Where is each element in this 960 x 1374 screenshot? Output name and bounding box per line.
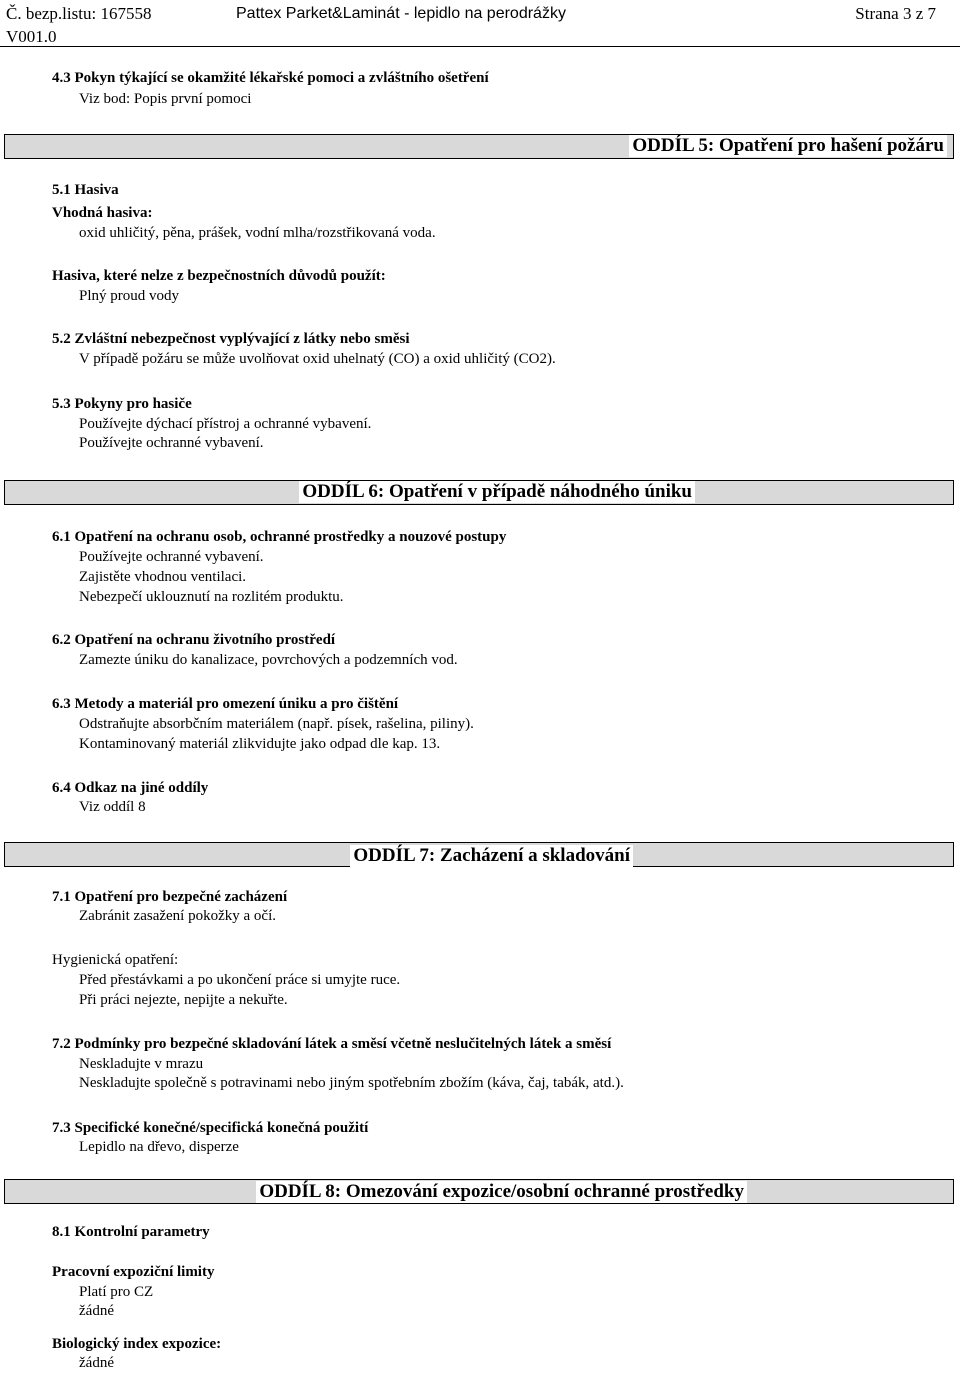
text-4-3: Viz bod: Popis první pomoci bbox=[79, 91, 252, 107]
heading-6-4: 6.4 Odkaz na jiné oddíly bbox=[52, 780, 209, 796]
text-5-3-b: Používejte ochranné vybavení. bbox=[79, 435, 264, 451]
section-5-bar bbox=[4, 134, 954, 159]
limits-label: Pracovní expoziční limity bbox=[52, 1264, 215, 1280]
text-5-3-a: Používejte dýchací přístroj a ochranné vybavení. bbox=[79, 416, 372, 432]
limits-text-a: Platí pro CZ bbox=[79, 1284, 154, 1300]
text-7-1: Zabránit zasažení pokožky a očí. bbox=[79, 908, 276, 924]
heading-6-1: 6.1 Opatření na ochranu osob, ochranné prostředky a nouzové postupy bbox=[52, 529, 507, 545]
hygiene-text-b: Při práci nejezte, nepijte a nekuřte. bbox=[79, 992, 288, 1008]
heading-7-1: 7.1 Opatření pro bezpečné zacházení bbox=[52, 889, 288, 905]
heading-7-2: 7.2 Podmínky pro bezpečné skladování látek a směsí včetně neslučitelných látek a směsí bbox=[52, 1036, 612, 1052]
hygiene-label: Hygienická opatření: bbox=[52, 952, 179, 968]
section-7-bar bbox=[4, 842, 954, 867]
heading-8-1: 8.1 Kontrolní parametry bbox=[52, 1224, 210, 1240]
text-6-1-b: Zajistěte vhodnou ventilaci. bbox=[79, 569, 247, 585]
text-7-2-a: Neskladujte v mrazu bbox=[79, 1056, 204, 1072]
limits-text-b: žádné bbox=[79, 1303, 114, 1319]
sheet-number: Č. bezp.listu: 167558 bbox=[6, 4, 152, 23]
section-6-bar bbox=[4, 480, 954, 505]
bio-label: Biologický index expozice: bbox=[52, 1336, 222, 1352]
heading-5-3: 5.3 Pokyny pro hasiče bbox=[52, 396, 192, 412]
text-6-2: Zamezte úniku do kanalizace, povrchových a podzemních vod. bbox=[79, 652, 458, 668]
suitable-text: oxid uhličitý, pěna, prášek, vodní mlha/rozstřikovaná voda. bbox=[79, 225, 436, 241]
section-8-title: ODDÍL 8: Omezování expozice/osobní ochranné prostředky bbox=[256, 1181, 747, 1203]
text-6-4: Viz oddíl 8 bbox=[79, 799, 146, 815]
section-8-bar bbox=[4, 1179, 954, 1204]
heading-6-3: 6.3 Metody a materiál pro omezení úniku a pro čištění bbox=[52, 696, 399, 712]
heading-6-2: 6.2 Opatření na ochranu životního prostředí bbox=[52, 632, 336, 648]
section-7-title: ODDÍL 7: Zacházení a skladování bbox=[350, 845, 633, 867]
text-7-2-b: Neskladujte společně s potravinami nebo jiným spotřebním zbožím (káva, čaj, tabák, atd.). bbox=[79, 1075, 624, 1091]
heading-7-3: 7.3 Specifické konečné/specifická konečná použití bbox=[52, 1120, 369, 1136]
product-name: Pattex Parket&Laminát - lepidlo na perodrážky bbox=[236, 5, 566, 22]
page-number: Strana 3 z 7 bbox=[855, 4, 936, 23]
header-divider bbox=[0, 46, 960, 47]
text-6-3-a: Odstraňujte absorbčním materiálem (např. písek, rašelina, piliny). bbox=[79, 716, 474, 732]
suitable-label: Vhodná hasiva: bbox=[52, 205, 153, 221]
heading-5-1: 5.1 Hasiva bbox=[52, 182, 119, 198]
section-6-title: ODDÍL 6: Opatření v případě náhodného úniku bbox=[299, 481, 695, 503]
heading-5-2: 5.2 Zvláštní nebezpečnost vyplývající z látky nebo směsi bbox=[52, 331, 410, 347]
text-6-1-c: Nebezpečí uklouznutí na rozlitém produktu. bbox=[79, 589, 344, 605]
text-6-1-a: Používejte ochranné vybavení. bbox=[79, 549, 264, 565]
text-7-3: Lepidlo na dřevo, disperze bbox=[79, 1139, 239, 1155]
section-5-title: ODDÍL 5: Opatření pro hašení požáru bbox=[629, 135, 947, 157]
bio-text-a: žádné bbox=[79, 1355, 114, 1371]
unsuitable-label: Hasiva, které nelze z bezpečnostních důvodů použít: bbox=[52, 268, 386, 284]
text-6-3-b: Kontaminovaný materiál zlikvidujte jako odpad dle kap. 13. bbox=[79, 736, 441, 752]
version: V001.0 bbox=[6, 27, 57, 46]
hygiene-text-a: Před přestávkami a po ukončení práce si umyjte ruce. bbox=[79, 972, 401, 988]
unsuitable-text: Plný proud vody bbox=[79, 288, 180, 304]
heading-4-3: 4.3 Pokyn týkající se okamžité lékařské pomoci a zvláštního ošetření bbox=[52, 70, 489, 86]
text-5-2: V případě požáru se může uvolňovat oxid uhelnatý (CO) a oxid uhličitý (CO2). bbox=[79, 351, 556, 367]
